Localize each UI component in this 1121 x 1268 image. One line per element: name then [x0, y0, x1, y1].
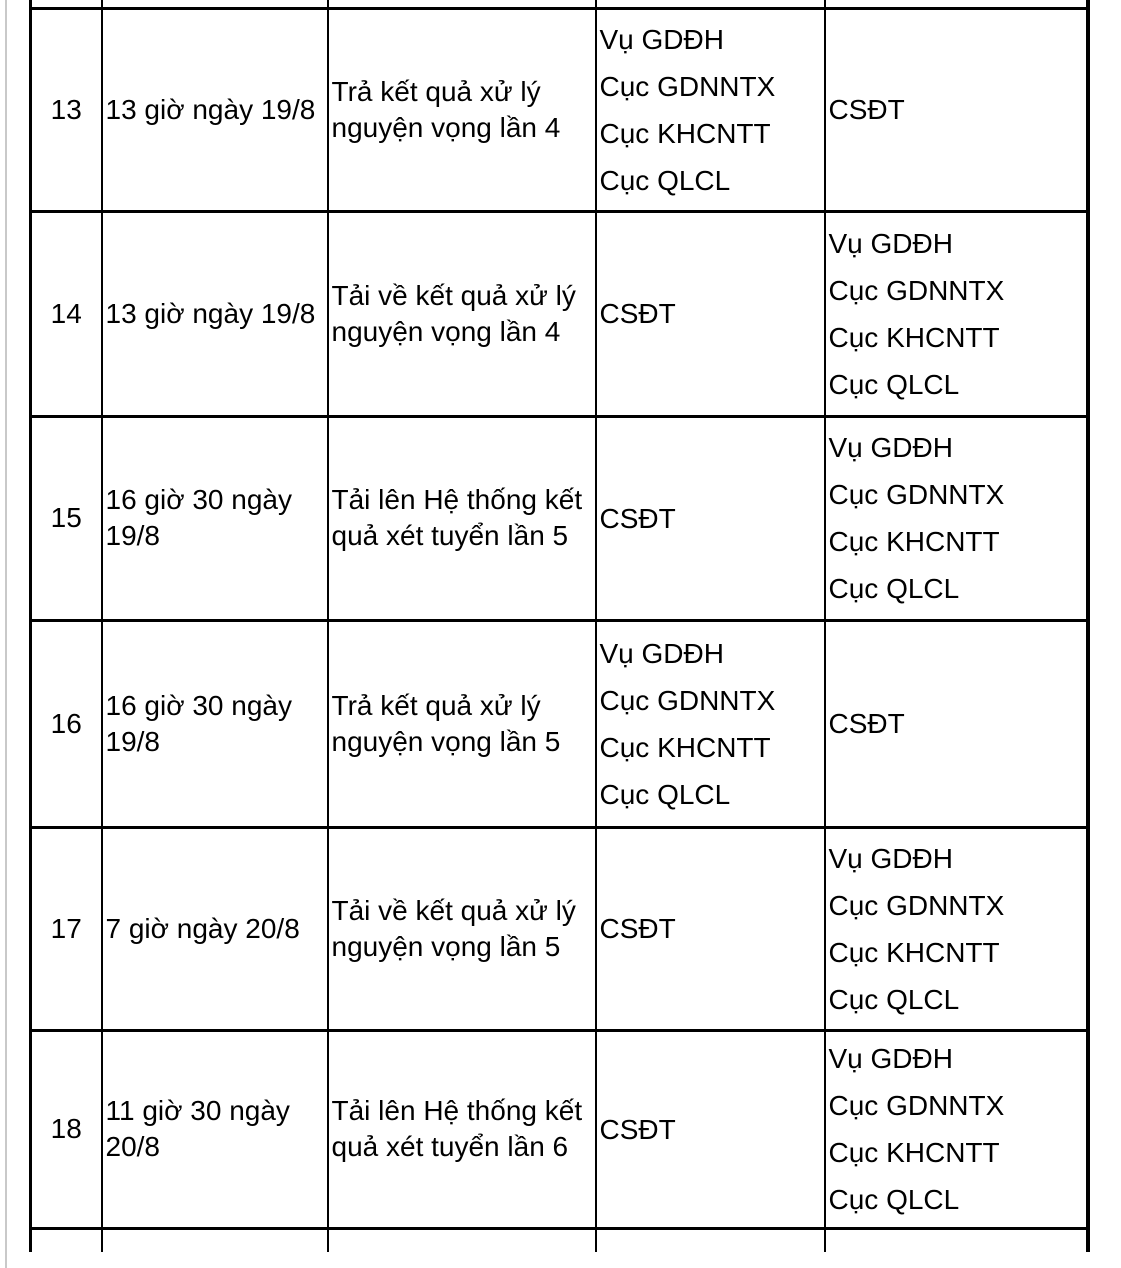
cell-task: Tải lên Hệ thống kết quả xét tuyển lần 6 — [328, 1030, 596, 1228]
org-line: Cục QLCL — [828, 573, 960, 604]
org-line: CSĐT — [828, 94, 905, 125]
org-line: Cục KHCNTT — [828, 936, 1000, 968]
org-line: CSĐT — [599, 1113, 676, 1145]
empty-cell — [596, 1228, 825, 1252]
org-line: Vụ GDĐH — [828, 432, 953, 463]
cell-stt: 14 — [31, 211, 102, 416]
table-row — [31, 1030, 1088, 1228]
cell-stt: 13 — [31, 8, 102, 211]
empty-cell — [102, 1228, 328, 1252]
empty-cell — [328, 1228, 596, 1252]
org-line: Vụ GDĐH — [599, 637, 724, 669]
cell-task: Tải về kết quả xử lý nguyện vọng lần 4 — [328, 211, 596, 416]
cell-receiver — [825, 620, 1088, 827]
cell-receiver — [825, 416, 1088, 620]
cell-task: Trả kết quả xử lý nguyện vọng lần 4 — [328, 8, 596, 211]
org-line: Cục QLCL — [828, 368, 960, 400]
empty-cell — [31, 0, 102, 8]
org-line: Cục KHCNTT — [828, 526, 1000, 557]
cell-receiver — [825, 1030, 1088, 1228]
org-line: CSĐT — [828, 708, 905, 739]
org-line: Vụ GDĐH — [599, 23, 724, 55]
page-edge-line — [5, 0, 7, 1268]
table-row — [31, 8, 1088, 211]
org-line: Cục GDNNTX — [828, 889, 1005, 921]
table-row — [31, 827, 1088, 1030]
org-line: Cục KHCNTT — [828, 321, 1000, 353]
cell-stt: 15 — [31, 416, 102, 620]
org-line: Cục QLCL — [828, 1184, 960, 1215]
cell-receiver — [825, 827, 1088, 1030]
cell-time: 13 giờ ngày 19/8 — [102, 8, 328, 211]
empty-cell — [825, 1228, 1088, 1252]
org-line: Cục GDNNTX — [599, 70, 776, 102]
cell-task: Trả kết quả xử lý nguyện vọng lần 5 — [328, 620, 596, 827]
org-line: Cục QLCL — [599, 164, 731, 196]
cell-stt: 16 — [31, 620, 102, 827]
empty-cell — [102, 0, 328, 8]
org-line: Vụ GDĐH — [828, 227, 953, 259]
org-line: Cục QLCL — [828, 983, 960, 1015]
org-line: Cục GDNNTX — [599, 684, 776, 716]
cell-receiver — [825, 211, 1088, 416]
org-line: CSĐT — [599, 913, 676, 944]
org-line: Cục GDNNTX — [828, 274, 1005, 306]
table-row — [31, 620, 1088, 827]
cell-time: 16 giờ 30 ngày 19/8 — [102, 416, 328, 620]
table-row-partial-top — [31, 0, 1088, 8]
table-row-partial-bottom — [31, 1228, 1088, 1252]
cell-time: 11 giờ 30 ngày 20/8 — [102, 1030, 328, 1228]
cell-handler — [596, 620, 825, 827]
cell-time: 13 giờ ngày 19/8 — [102, 211, 328, 416]
cell-handler — [596, 827, 825, 1030]
cell-receiver — [825, 8, 1088, 211]
empty-cell — [596, 0, 825, 8]
cell-time: 16 giờ 30 ngày 19/8 — [102, 620, 328, 827]
org-line: Cục KHCNTT — [599, 731, 771, 763]
cell-task: Tải về kết quả xử lý nguyện vọng lần 5 — [328, 827, 596, 1030]
cell-stt: 18 — [31, 1030, 102, 1228]
org-line: Cục KHCNTT — [828, 1137, 1000, 1168]
schedule-table — [29, 0, 1090, 1252]
empty-cell — [825, 0, 1088, 8]
org-line: CSĐT — [599, 298, 676, 329]
empty-cell — [328, 0, 596, 8]
cell-handler — [596, 8, 825, 211]
org-line: Cục GDNNTX — [828, 479, 1005, 510]
org-line: Cục QLCL — [599, 778, 731, 810]
cell-handler — [596, 416, 825, 620]
org-line: Cục KHCNTT — [599, 117, 771, 149]
cell-task: Tải lên Hệ thống kết quả xét tuyển lần 5 — [328, 416, 596, 620]
cell-handler — [596, 1030, 825, 1228]
org-line: Vụ GDĐH — [828, 1043, 953, 1074]
cell-stt: 17 — [31, 827, 102, 1030]
table-row — [31, 211, 1088, 416]
org-line: CSĐT — [599, 502, 676, 534]
empty-cell — [31, 1228, 102, 1252]
cell-time: 7 giờ ngày 20/8 — [102, 827, 328, 1030]
table-row — [31, 416, 1088, 620]
org-line: Vụ GDĐH — [828, 842, 953, 874]
cell-handler — [596, 211, 825, 416]
org-line: Cục GDNNTX — [828, 1090, 1005, 1121]
